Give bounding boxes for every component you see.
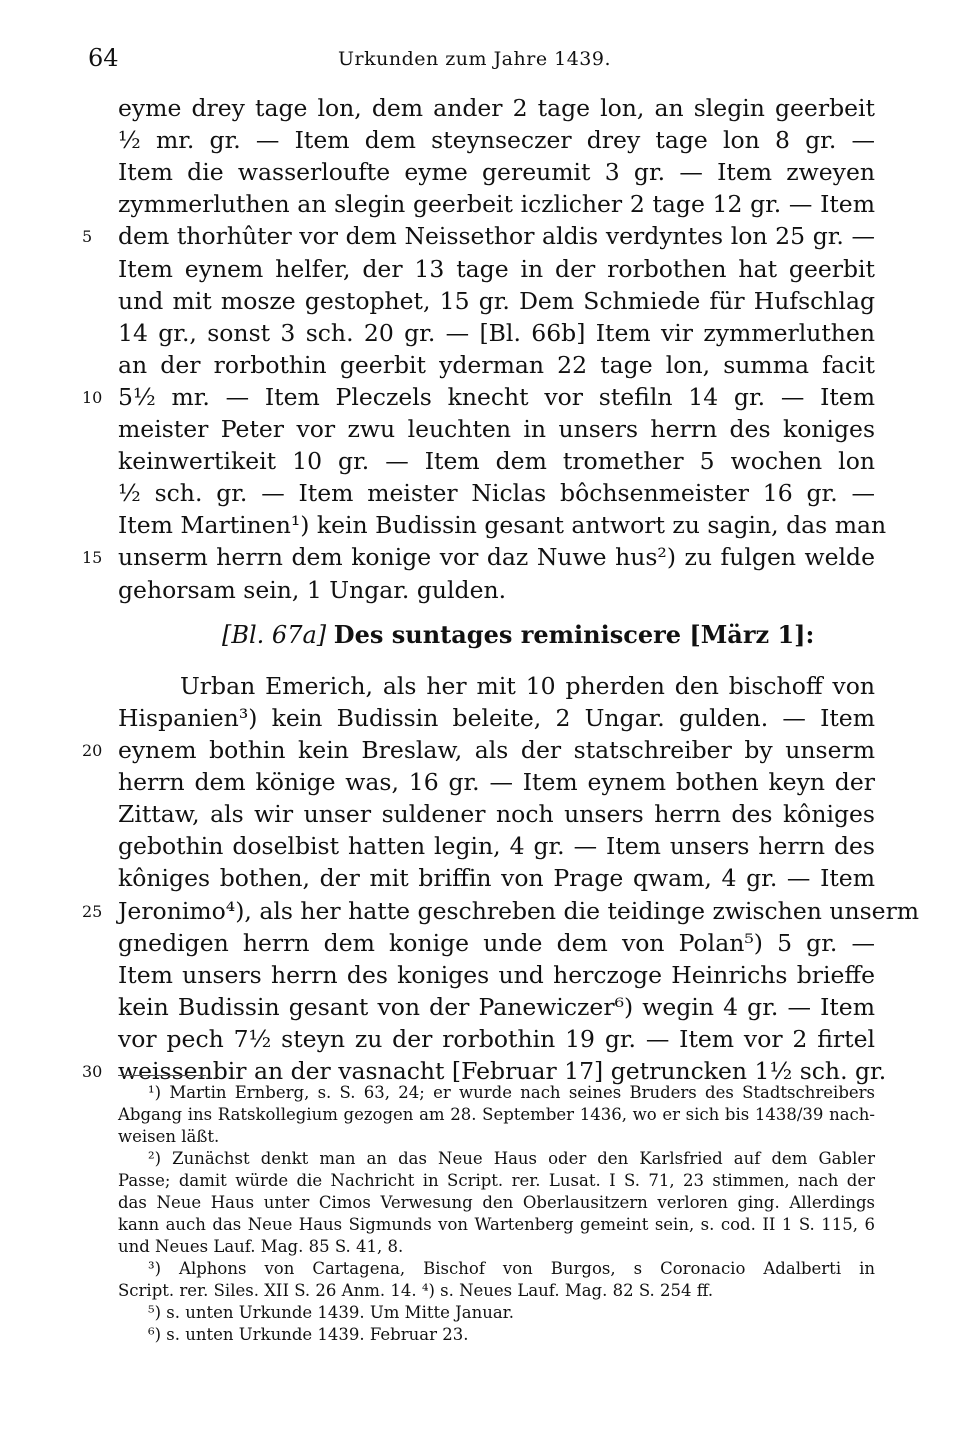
text-line xyxy=(118,991,875,1023)
line-text: und mit mosze gestophet, 15 gr. Dem Schmiede für Hufschlag xyxy=(118,286,875,315)
line-text: Item unsers herrn des koniges und herczoge Heinrichs brieffe xyxy=(118,960,875,989)
line-text: ½ sch. gr. — Item meister Niclas bôchsenmeister 16 gr. — xyxy=(118,479,875,508)
page-number: 64 xyxy=(88,44,119,72)
text-line xyxy=(118,156,875,188)
footnote-line: ²) Zunächst denkt man an das Neue Haus oder den Karlsfried auf dem Gabler xyxy=(148,1149,875,1168)
text-line xyxy=(82,895,920,927)
text-line xyxy=(118,413,875,445)
line-text: weissenbir an der vasnacht [Februar 17] getruncken 1½ sch. gr. xyxy=(118,1057,887,1085)
line-text: keinwertikeit 10 gr. — Item dem tromether 5 wochen lon xyxy=(118,447,875,476)
text-line xyxy=(118,766,875,798)
footnote-line: Abgang ins Ratskollegium gezogen am 28. September 1436, wo er sich bis 1438/39 nach- xyxy=(118,1105,875,1124)
footnote-line: ⁶) s. unten Urkunde 1439. Februar 23. xyxy=(148,1325,469,1344)
line-number: 25 xyxy=(82,901,103,921)
text-line xyxy=(118,349,875,381)
text-line xyxy=(118,862,875,894)
text-line xyxy=(118,702,875,734)
line-text: Item eynem helfer, der 13 tage in der rorbothen hat geerbit xyxy=(118,254,875,283)
text-line xyxy=(82,734,875,766)
text-line xyxy=(118,92,875,124)
line-text: Hispanien³) kein Budissin beleite, 2 Ungar. gulden. — Item xyxy=(118,703,875,732)
line-text: Zittaw, als wir unser suldener noch unsers herrn des kôniges xyxy=(118,800,875,829)
text-line xyxy=(118,124,875,156)
text-line xyxy=(118,798,875,830)
line-text: eynem bothin kein Breslaw, als der statschreiber by unserm xyxy=(118,736,875,764)
line-text: Item Martinen¹) kein Budissin gesant antwort zu sagin, das man xyxy=(118,511,887,540)
text-line xyxy=(118,959,875,991)
text-line xyxy=(118,1023,875,1055)
text-line xyxy=(82,220,875,252)
line-number: 20 xyxy=(82,741,103,760)
line-text: ½ mr. gr. — Item dem steynseczer drey tage lon 8 gr. — xyxy=(118,126,875,155)
line-text: herrn dem könige was, 16 gr. — Item eynem bothen keyn der xyxy=(118,768,875,797)
line-text: dem thorhûter vor dem Neissethor aldis verdyntes lon 25 gr. — xyxy=(118,222,875,251)
text-line xyxy=(82,541,875,573)
footnote-line: ³) Alphons von Cartagena, Bischof von Burgos, s Coronacio Adalberti in xyxy=(148,1259,875,1278)
text-line xyxy=(118,317,875,349)
line-text: vor pech 7½ steyn zu der rorbothin 19 gr. — Item vor 2 firtel xyxy=(118,1024,875,1053)
text-line xyxy=(118,830,875,862)
line-text: meister Peter vor zwu leuchten in unsers herrn des koniges xyxy=(118,415,875,443)
footnote-line: ⁵) s. unten Urkunde 1439. Um Mitte Januar. xyxy=(148,1303,514,1322)
line-number: 30 xyxy=(82,1062,103,1081)
line-number: 5 xyxy=(82,227,93,247)
line-text: 5½ mr. — Item Pleczels knecht vor stefiln 14 gr. — Item xyxy=(118,382,875,411)
text-line xyxy=(118,927,875,959)
text-line xyxy=(118,253,875,285)
footnote-line: ¹) Martin Ernberg, s. S. 63, 24; er wurde nach seines Bruders des Stadtschreibers xyxy=(148,1083,875,1102)
text-line xyxy=(82,381,875,413)
line-text: 14 gr., sonst 3 sch. 20 gr. — [Bl. 66b] Item vir zymmerluthen xyxy=(118,318,875,347)
line-text: eyme drey tage lon, dem ander 2 tage lon, an slegin geerbeit xyxy=(118,94,875,122)
text-line xyxy=(180,670,875,702)
line-number: 10 xyxy=(82,387,103,407)
section-heading xyxy=(222,620,814,649)
line-text: kôniges bothen, der mit briffin von Prage qwam, 4 gr. — Item xyxy=(118,864,875,893)
line-text: Jeronimo⁴), als her hatte geschreben die teidinge zwischen unserm xyxy=(118,896,920,925)
line-text: gehorsam sein, 1 Ungar. gulden. xyxy=(118,575,507,604)
footnote-line: weisen läßt. xyxy=(118,1127,220,1146)
footnote-line: das Neue Haus unter Cimos Verwesung den Oberlausitzern verloren ging. Allerdings xyxy=(118,1193,875,1212)
running-title: Urkunden zum Jahre 1439. xyxy=(338,48,612,70)
footnote-line: Passe; damit würde die Nachricht in Script. rer. Lusat. I S. 71, 23 stimmen, nach der xyxy=(118,1171,875,1190)
text-line xyxy=(118,285,875,317)
page-header xyxy=(88,44,878,76)
line-text: Urban Emerich, als her mit 10 pherden den bischoff von xyxy=(180,671,875,700)
footnote-line: Script. rer. Siles. XII S. 26 Anm. 14. ⁴) s. Neues Lauf. Mag. 82 S. 254 ff. xyxy=(118,1281,714,1300)
line-text: unserm herrn dem konige vor daz Nuwe hus²) zu fulgen welde xyxy=(118,543,875,572)
text-line xyxy=(118,445,875,477)
text-line xyxy=(118,574,875,606)
text-line xyxy=(118,188,875,220)
line-text: zymmerluthen an slegin geerbeit iczlicher 2 tage 12 gr. — Item xyxy=(118,190,875,219)
footnote-rule xyxy=(118,1075,206,1076)
line-text: kein Budissin gesant von der Panewiczer⁶) wegin 4 gr. — Item xyxy=(118,992,875,1021)
line-text: gebothin doselbist hatten legin, 4 gr. — Item unsers herrn des xyxy=(118,832,875,861)
line-text: gnedigen herrn dem konige unde dem von Polan⁵) 5 gr. — xyxy=(118,928,875,957)
folio-reference: [Bl. 67a] xyxy=(222,621,327,649)
text-line xyxy=(118,477,875,509)
line-text: an der rorbothin geerbit yderman 22 tage lon, summa facit xyxy=(118,350,875,379)
footnote-line: und Neues Lauf. Mag. 85 S. 41, 8. xyxy=(118,1237,404,1256)
heading-title: Des suntages reminiscere [März 1]: xyxy=(333,620,815,649)
line-number: 15 xyxy=(82,548,103,568)
text-line xyxy=(118,509,887,541)
footnote-line: kann auch das Neue Haus Sigmunds von Wartenberg gemeint sein, s. cod. II 1 S. 115, 6 xyxy=(118,1215,875,1234)
line-text: Item die wasserloufte eyme gereumit 3 gr. — Item zweyen xyxy=(118,158,875,187)
